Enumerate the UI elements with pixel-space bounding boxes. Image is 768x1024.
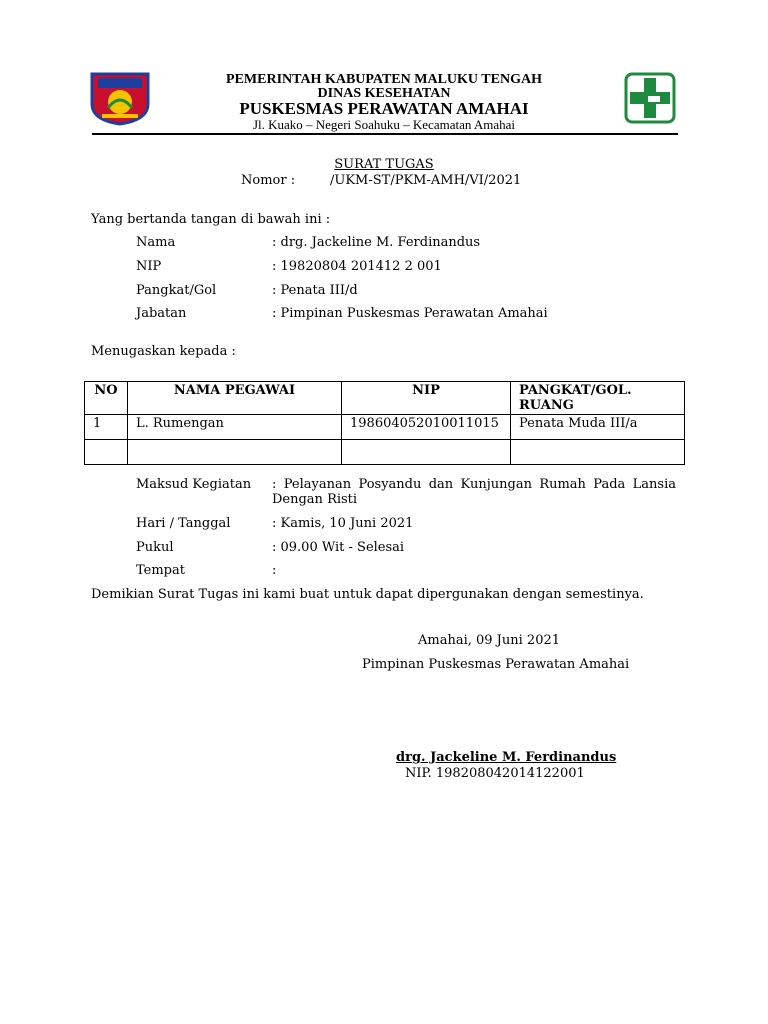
signer-name: drg. Jackeline M. Ferdinandus <box>396 750 617 765</box>
letter-title: SURAT TUGAS <box>334 157 434 172</box>
maksud-value: : Pelayanan Posyandu dan Kunjungan Rumah Pada Lansia Dengan Risti <box>272 477 676 507</box>
cell-nip <box>342 440 511 465</box>
signer-nip: NIP. 198208042014122001 <box>405 766 585 781</box>
staff-table <box>84 381 685 465</box>
table-row <box>85 415 685 440</box>
signer-label-nama: Nama <box>136 235 176 250</box>
tempat-value: : <box>272 563 277 578</box>
signer-label-pangkat: Pangkat/Gol <box>136 283 217 298</box>
cell-no: 1 <box>85 415 128 440</box>
header-address: Jl. Kuako – Negeri Soahuku – Kecamatan Amahai <box>252 117 516 132</box>
pukul-value: : 09.00 Wit - Selesai <box>272 540 405 555</box>
signer-value-pangkat: : Penata III/d <box>272 283 358 298</box>
table-header-row <box>85 382 685 415</box>
intro-text: Yang bertanda tangan di bawah ini : <box>91 212 331 227</box>
cell-pangkat <box>511 440 685 465</box>
cell-nip: 198604052010011015 <box>342 415 511 440</box>
col-header-nip: NIP <box>342 382 511 415</box>
assign-label: Menugaskan kepada : <box>91 344 236 359</box>
puskesmas-cross-icon <box>624 72 676 124</box>
cell-pangkat: Penata Muda III/a <box>511 415 685 440</box>
signer-label-jabatan: Jabatan <box>136 306 187 321</box>
col-header-no: NO <box>85 382 128 415</box>
header-institution: PUSKESMAS PERAWATAN AMAHAI <box>239 99 529 118</box>
nomor-label: Nomor : <box>241 173 296 188</box>
header-government: PEMERINTAH KABUPATEN MALUKU TENGAH <box>226 72 542 87</box>
col-header-pangkat: PANGKAT/GOL. RUANG <box>511 382 685 415</box>
pukul-label: Pukul <box>136 540 174 555</box>
signer-value-nip: : 19820804 201412 2 001 <box>272 259 442 274</box>
table-row <box>85 440 685 465</box>
signer-value-jabatan: : Pimpinan Puskesmas Perawatan Amahai <box>272 306 548 321</box>
header-department: DINAS KESEHATAN <box>317 86 451 101</box>
hari-label: Hari / Tanggal <box>136 516 231 531</box>
maksud-label: Maksud Kegiatan <box>136 477 252 492</box>
signer-label-nip: NIP <box>136 259 162 274</box>
cell-no <box>85 440 128 465</box>
header-divider <box>92 133 678 135</box>
place-date: Amahai, 09 Juni 2021 <box>418 633 561 648</box>
signer-value-nama: : drg. Jackeline M. Ferdinandus <box>272 235 481 250</box>
cell-nama: L. Rumengan <box>128 415 342 440</box>
hari-value: : Kamis, 10 Juni 2021 <box>272 516 414 531</box>
nomor-value: /UKM-ST/PKM-AMH/VI/2021 <box>330 173 522 188</box>
maluku-tengah-crest-icon <box>88 70 152 126</box>
tempat-label: Tempat <box>136 563 185 578</box>
signer-position: Pimpinan Puskesmas Perawatan Amahai <box>362 657 630 672</box>
closing-text: Demikian Surat Tugas ini kami buat untuk dapat dipergunakan dengan semestinya. <box>91 587 644 602</box>
cell-nama <box>128 440 342 465</box>
col-header-nama: NAMA PEGAWAI <box>128 382 342 415</box>
